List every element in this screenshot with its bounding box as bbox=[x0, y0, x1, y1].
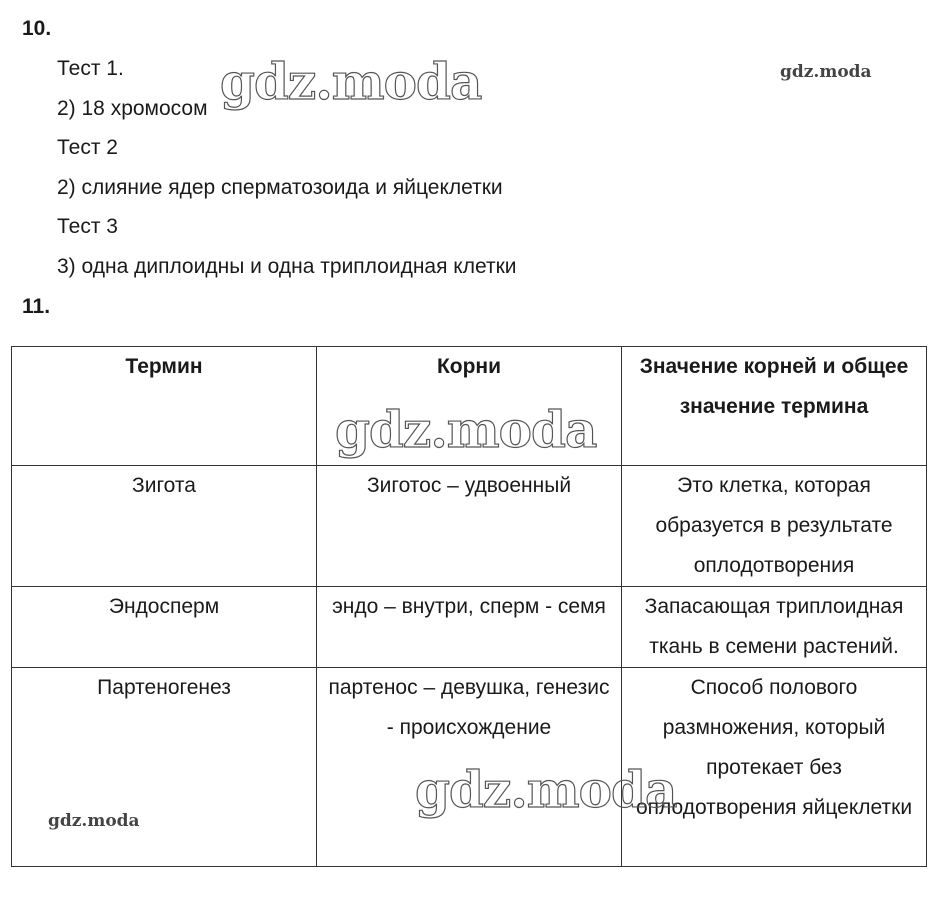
table-row bbox=[12, 587, 927, 668]
answer-line: 3) одна диплоидны и одна триплоидная клетки bbox=[57, 255, 517, 278]
column-header: Корни bbox=[317, 347, 622, 466]
table-row bbox=[12, 668, 927, 867]
watermark: gdz.moda bbox=[415, 760, 677, 819]
meaning-cell: Это клетка, которая образуется в результате оплодотворения bbox=[622, 466, 927, 587]
answer-line: Тест 1. bbox=[57, 57, 124, 80]
watermark: gdz.moda bbox=[335, 400, 597, 459]
watermark: gdz.moda bbox=[220, 52, 482, 111]
answer-line: 2) слияние ядер сперматозоида и яйцеклетки bbox=[57, 176, 503, 199]
roots-cell: эндо – внутри, сперм - семя bbox=[317, 587, 622, 668]
meaning-cell: Запасающая триплоидная ткань в семени растений. bbox=[622, 587, 927, 668]
column-header: Термин bbox=[12, 347, 317, 466]
watermark: gdz.moda bbox=[780, 62, 872, 82]
question-10-number: 10. bbox=[22, 17, 52, 40]
answer-line: Тест 2 bbox=[57, 136, 118, 159]
answer-line: 2) 18 хромосом bbox=[57, 97, 208, 120]
question-11-number: 11. bbox=[22, 295, 51, 318]
term-cell: Зигота bbox=[12, 466, 317, 587]
roots-cell: партенос – девушка, генезис - происхождение bbox=[317, 668, 622, 867]
roots-cell: Зиготос – удвоенный bbox=[317, 466, 622, 587]
watermark: gdz.moda bbox=[48, 811, 140, 831]
term-cell: Партеногенез bbox=[12, 668, 317, 867]
table-header-row bbox=[12, 347, 927, 466]
terms-table bbox=[11, 346, 927, 867]
meaning-cell: Способ полового размножения, который протекает без оплодотворения яйцеклетки bbox=[622, 668, 927, 867]
column-header: Значение корней и общее значение термина bbox=[622, 347, 927, 466]
term-cell: Эндосперм bbox=[12, 587, 317, 668]
answer-line: Тест 3 bbox=[57, 215, 118, 238]
table-row bbox=[12, 466, 927, 587]
